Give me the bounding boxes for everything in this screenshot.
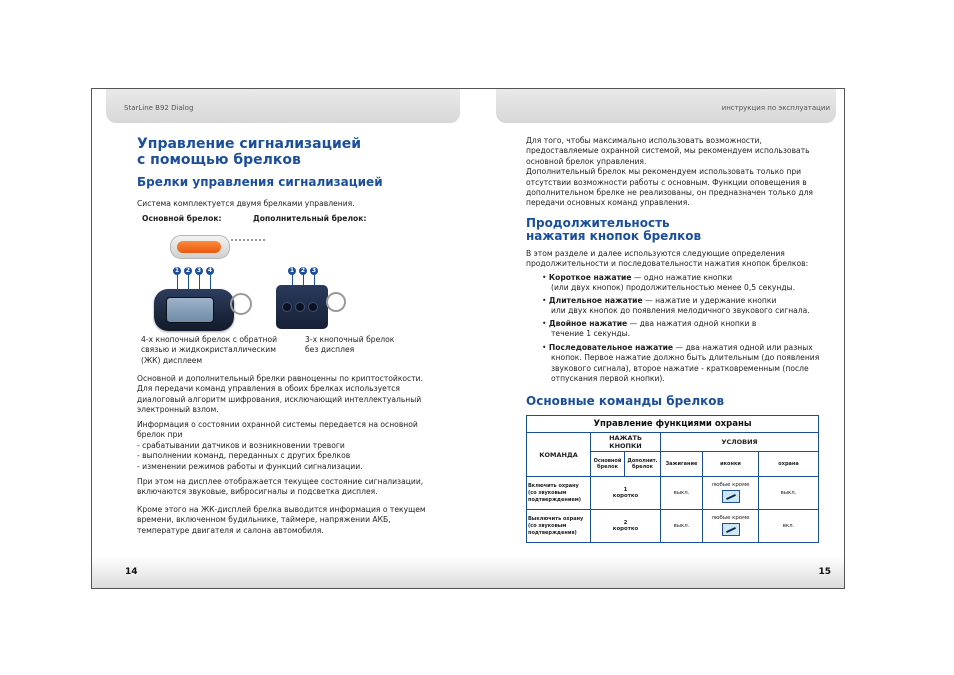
key-ring-icon <box>326 292 346 312</box>
manual-spread <box>91 88 845 589</box>
subheader-extra-fob: Дополнит. брелок <box>625 452 661 477</box>
bullet-term: Длительное нажатие <box>548 296 643 305</box>
key-ring-icon <box>230 293 252 315</box>
text-line: брелок при <box>137 430 183 440</box>
subheader-main-fob: Основной брелок <box>591 452 625 477</box>
extra-fob-label: Дополнительный брелок: <box>253 214 367 223</box>
press-type: коротко <box>612 493 639 499</box>
bullet-text: — одно нажатие кнопки <box>631 273 733 282</box>
text-line: отсутствии возможности работы с основным. Функции оповещения в <box>526 177 807 187</box>
text-line: Кроме этого на ЖК-дисплей брелка выводится информация о текущем <box>137 505 426 514</box>
text-line: включаются звуковые, вибросигналы и подсветка дисплея. <box>137 487 378 497</box>
page-number-right: 15 <box>818 567 831 577</box>
extra-fob-caption <box>305 335 394 356</box>
row-press-cell <box>591 510 661 543</box>
bullet-sequential-press <box>542 343 819 385</box>
text-line: При этом на дисплее отображается текущее состояние сигнализации, <box>137 477 424 486</box>
label-line: Включить охрану <box>528 482 579 489</box>
caption-line: без дисплея <box>305 345 355 355</box>
text-line: основной брелок управления. <box>526 156 647 166</box>
paragraph-recommendation <box>526 136 813 209</box>
bullet-continuation: течение 1 секунды. <box>551 329 631 339</box>
text-line: передачи основных команд управления. <box>526 198 690 208</box>
bullet-line: • Короткое нажатие — одно нажатие кнопки <box>542 273 733 282</box>
label-line: подтверждения) <box>528 529 577 536</box>
extra-fob-image <box>276 285 328 329</box>
bullet-text: — нажатие и удержание кнопки <box>642 296 777 305</box>
label-line: подтверждением) <box>528 496 582 503</box>
text-line: Дополнительный брелок мы рекомендуем использовать только при <box>526 167 802 177</box>
subheader-icons: иконки <box>703 452 759 477</box>
bullet-long-press <box>542 296 810 317</box>
icons-text: любые кроме <box>711 481 750 488</box>
row-command-label <box>527 477 591 510</box>
text-line: продолжительности и последовательности нажатия кнопок брелков: <box>526 259 809 269</box>
table-row <box>527 510 819 543</box>
page-title-line2: с помощью брелков <box>137 152 301 168</box>
text-line: температуре двигателя и салона автомобиля. <box>137 525 324 535</box>
main-fob-orange-button <box>177 241 221 253</box>
text-line: дополнительном брелке не реализованы, он предназначен только для <box>526 188 813 198</box>
fob-button-icon <box>308 302 318 312</box>
label-line: (со звуковым <box>528 522 567 529</box>
footer-band-left <box>92 556 468 588</box>
row-ignition: выкл. <box>661 477 703 510</box>
text-line: Для того, чтобы максимально использовать возможности, <box>526 136 762 145</box>
caption-line: 4-х кнопочный брелок с обратной <box>141 335 278 344</box>
bullet-text: — два нажатия одной кнопки в <box>627 319 757 328</box>
commands-table <box>526 415 819 543</box>
text-line: - срабатывании датчиков и возникновении тревоги <box>137 440 345 450</box>
bullet-double-press <box>542 319 756 340</box>
press-definitions-intro <box>526 249 808 270</box>
fob-button-icon <box>295 302 305 312</box>
page-number-left: 14 <box>125 567 138 577</box>
bullet-short-press <box>542 273 795 294</box>
bullet-continuation: (или двух кнопок) продолжительностью менее 0,5 секунды. <box>551 283 796 293</box>
text-line: Для передачи команд управления в обоих брелках используется <box>137 384 401 394</box>
section-title-press-duration <box>526 217 701 243</box>
press-type: коротко <box>612 526 639 532</box>
row-icons-cell <box>703 477 759 510</box>
bullet-line: • Длительное нажатие — нажатие и удержание кнопки <box>542 296 777 305</box>
section-title-line2: нажатия кнопок брелков <box>526 229 702 243</box>
icons-text: любые кроме <box>711 514 750 521</box>
bullet-term: Последовательное нажатие <box>548 343 674 352</box>
row-guard: вкл. <box>759 510 819 543</box>
intro-text: Система комплектуется двумя брелками управления. <box>137 199 355 208</box>
text-line: - выполнении команд, переданных с других брелков <box>137 451 351 461</box>
paragraph-crypto <box>137 374 423 416</box>
main-fob-button-3-marker: 3 <box>196 267 202 274</box>
section-title-fobs: Брелки управления сигнализацией <box>137 175 383 189</box>
bullet-continuation: отпускания первой кнопки). <box>551 374 665 384</box>
row-command-label <box>527 510 591 543</box>
text-line: - изменении режимов работы и функций сигнализации. <box>137 461 363 471</box>
row-guard: выкл. <box>759 477 819 510</box>
footer-band-right <box>468 556 844 588</box>
bullet-continuation: кнопок. Первое нажатие должно быть длительным (до появления <box>551 353 820 363</box>
bullet-continuation: звукового сигнала), второе нажатие - кратковременным (после <box>551 363 809 373</box>
main-fob-button-2-marker: 2 <box>185 267 191 274</box>
bullet-term: Двойное нажатие <box>548 319 628 328</box>
main-fob-side-image <box>170 235 230 259</box>
extra-fob-button-1-marker: 1 <box>289 267 295 274</box>
lcd-display-icon <box>166 297 214 323</box>
caption-line: 3-х кнопочный брелок <box>305 335 395 344</box>
bullet-line: • Двойное нажатие — два нажатия одной кнопки в <box>542 319 757 328</box>
subheader-guard: охрана <box>759 452 819 477</box>
bullet-term: Короткое нажатие <box>548 273 632 282</box>
col-header-press: НАЖАТЬ КНОПКИ <box>591 433 661 452</box>
bullet-continuation: или двух кнопок до появления мелодичного звукового сигнала. <box>551 306 810 316</box>
row-press-cell <box>591 477 661 510</box>
section-title-line1: Продолжительность <box>526 216 670 230</box>
caption-line: (ЖК) дисплеем <box>141 355 203 365</box>
text-line: электронный взлом. <box>137 405 219 415</box>
service-wrench-icon <box>722 523 740 536</box>
label-line: (со звуковым <box>528 489 567 496</box>
text-line: предоставляемые охранной системой, мы рекомендуем использовать <box>526 146 810 156</box>
main-fob-label: Основной брелок: <box>142 214 222 223</box>
header-doc-type: инструкция по эксплуатации <box>721 104 830 112</box>
subheader-ignition: Зажигание <box>661 452 703 477</box>
col-header-command: КОМАНДА <box>527 433 591 477</box>
extra-fob-button-2-marker: 2 <box>300 267 306 274</box>
bullet-line: • Последовательное нажатие — два нажатия одной или разных <box>542 343 813 352</box>
header-product-name: StarLine B92 Dialog <box>124 104 194 112</box>
main-fob-caption <box>141 335 277 366</box>
paragraph-feedback <box>137 420 418 472</box>
table-title: Управление функциями охраны <box>527 416 819 433</box>
text-line: Информация о состоянии охранной системы передается на основной <box>137 420 418 429</box>
main-fob-button-4-marker: 4 <box>207 267 213 274</box>
col-header-conditions: УСЛОВИЯ <box>661 433 819 452</box>
caption-line: связью и жидкокристаллическим <box>141 345 276 355</box>
page-title-line1: Управление сигнализацией <box>137 136 362 152</box>
row-ignition: выкл. <box>661 510 703 543</box>
keychain-icon <box>231 239 265 249</box>
page-left <box>92 89 468 588</box>
section-title-commands: Основные команды брелков <box>526 394 725 408</box>
text-line: времени, включенном будильнике, таймере, напряжении АКБ, <box>137 515 391 525</box>
row-icons-cell <box>703 510 759 543</box>
paragraph-lcd-info <box>137 505 426 536</box>
page-title <box>137 136 361 168</box>
table-row <box>527 477 819 510</box>
service-wrench-icon <box>722 490 740 503</box>
text-line: диалоговый алгоритм шифрования, исключающий интеллектуальный <box>137 394 422 404</box>
main-fob-image <box>154 289 234 331</box>
paragraph-display <box>137 477 423 498</box>
extra-fob-button-3-marker: 3 <box>311 267 317 274</box>
text-line: В этом разделе и далее используются следующие определения <box>526 249 785 258</box>
bullet-text: — два нажатия одной или разных <box>673 343 813 352</box>
label-line: Выключить охрану <box>528 515 584 522</box>
main-fob-button-1-marker: 1 <box>174 267 180 274</box>
press-button-number: 1 <box>623 487 628 493</box>
fob-button-icon <box>282 302 292 312</box>
page-right <box>468 89 844 588</box>
text-line: Основной и дополнительный брелки равноценны по криптостойкости. <box>137 374 424 383</box>
press-button-number: 2 <box>623 520 628 526</box>
